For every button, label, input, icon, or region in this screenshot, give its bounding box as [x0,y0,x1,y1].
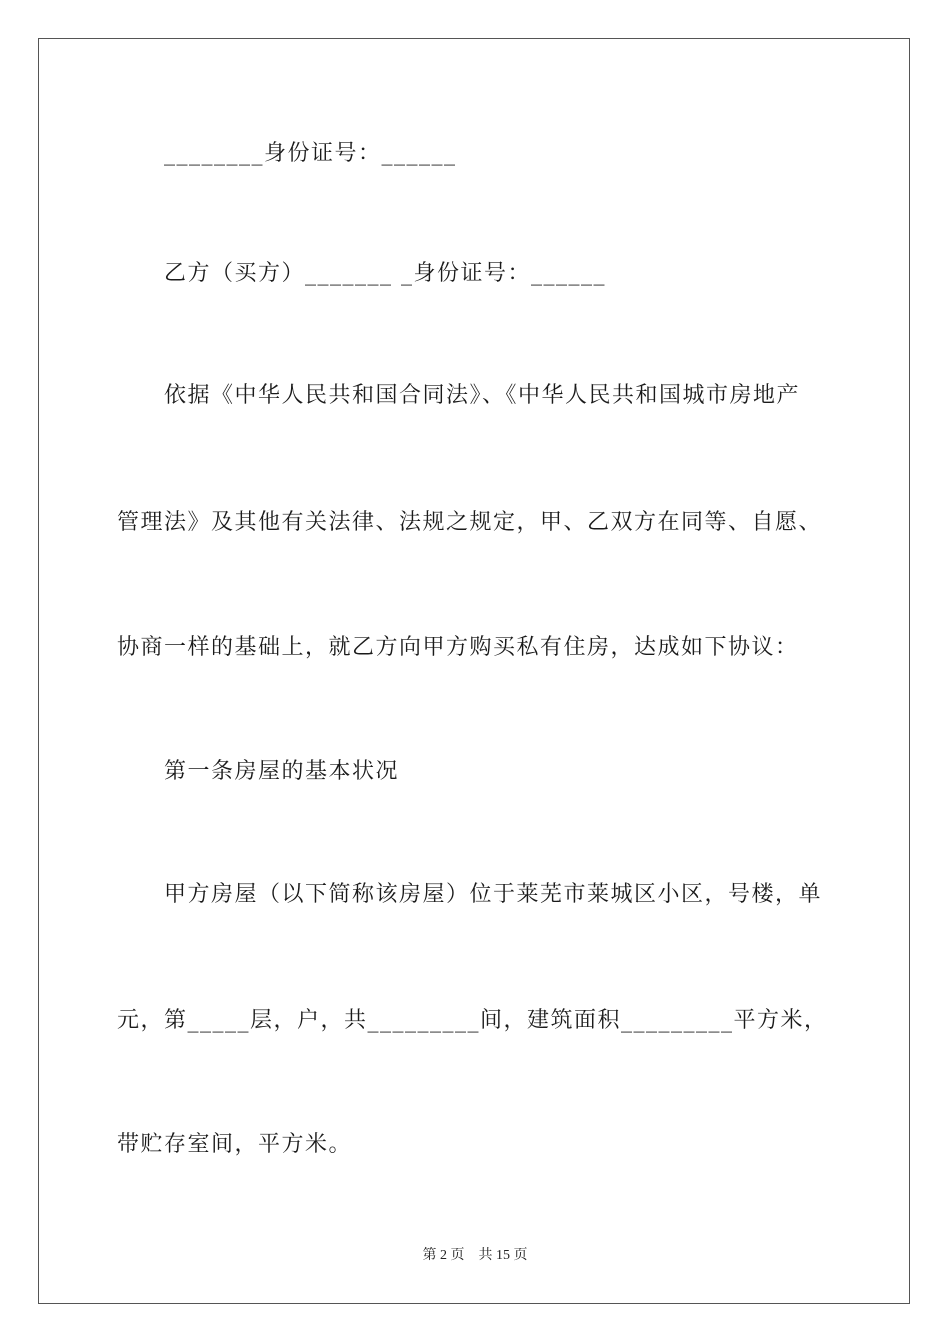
house-location-line-1: 甲方房屋（以下简称该房屋）位于莱芜市莱城区小区，号楼，单 [164,882,823,907]
basis-paragraph-line-3: 协商一样的基础上，就乙方向甲方购买私有住房，达成如下协议： [117,635,799,660]
seller-id-line: ________身份证号：______ [164,141,457,166]
house-location-line-2: 元，第_____层，户，共_________间，建筑面积_________平方米， [117,1008,828,1033]
house-location-line-3: 带贮存室间，平方米。 [117,1132,353,1157]
page-number-footer: 第 2 页 共 15 页 [422,1248,528,1263]
buyer-line: 乙方（买方）_______ _身份证号：______ [164,261,606,286]
page-frame [38,38,910,1304]
basis-paragraph-line-2: 管理法》及其他有关法律、法规之规定，甲、乙双方在同等、自愿、 [117,510,823,535]
basis-paragraph-line-1: 依据《中华人民共和国合同法》、《中华人民共和国城市房地产 [164,383,801,408]
article-1-heading: 第一条房屋的基本状况 [164,759,400,784]
